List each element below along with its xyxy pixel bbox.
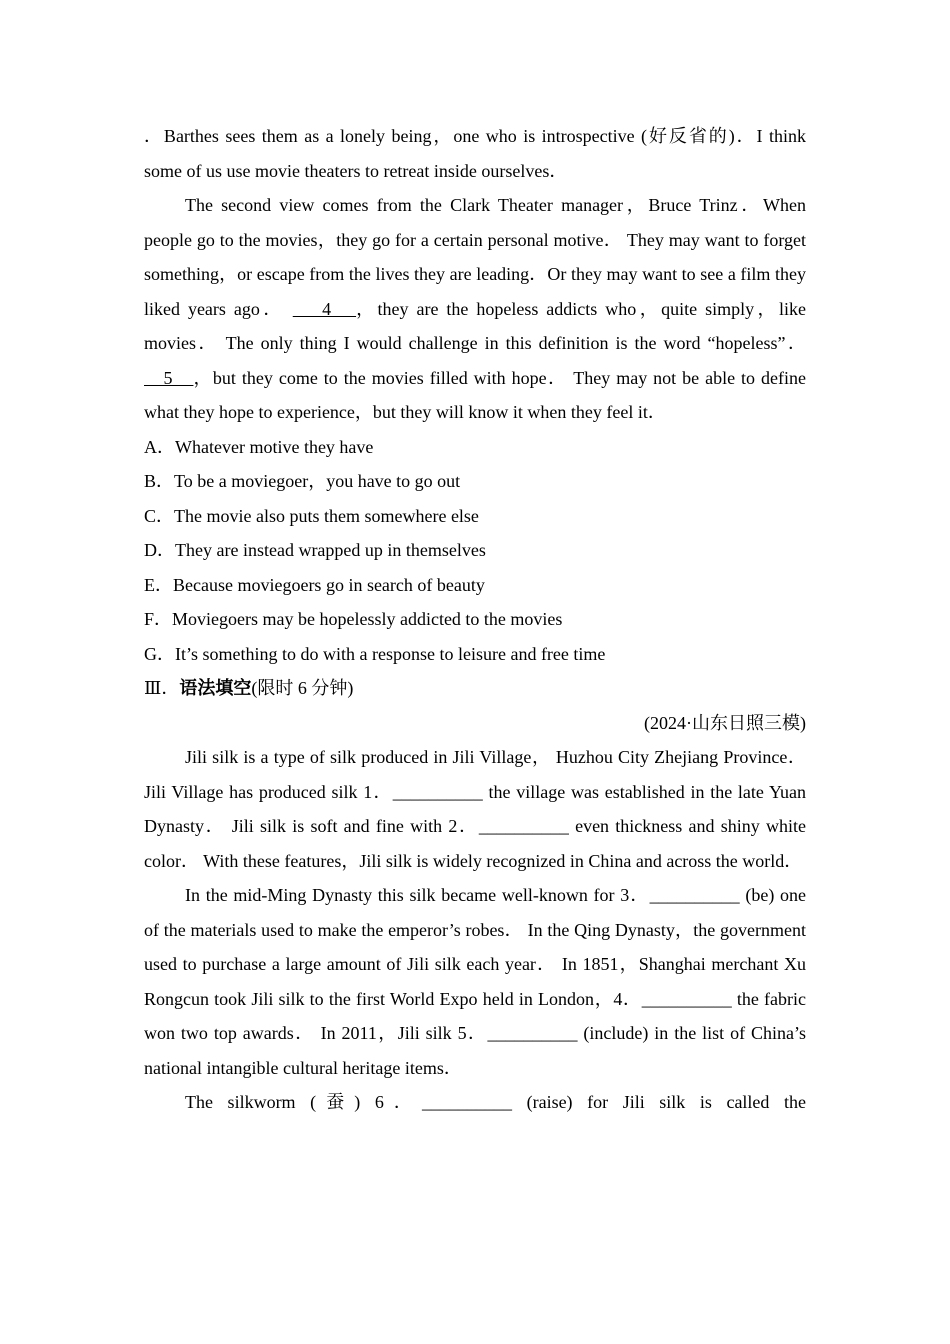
exam-source: (2024·山东日照三模): [644, 712, 806, 733]
passage1-paragraph-0: [144, 119, 806, 188]
blank-5: 5: [144, 367, 194, 388]
passage1-text: ，they are the hopeless addicts who，quite simply，like movies． The only thing I would challenge in this definition is the word “hopeless”．: [144, 298, 807, 353]
passage2-paragraph-3: The silkworm (蚕) 6．__________ (raise) for Jili silk is called the: [185, 1092, 806, 1112]
passage2-paragraph-1: Jili silk is a type of silk produced in Jili Village， Huzhou City Zhejiang Province． Jili Village has produced silk 1．__________ the village was established in the late Yuan Dynasty． Jili silk is soft and fine with 2．__________ even thickness and shiny white color． With these features，Jili silk is widely recognized in China and across the world．: [144, 747, 806, 871]
blank-4: 4: [292, 298, 357, 319]
section-title: 语法填空: [179, 678, 252, 698]
section-time-limit: (限时 6 分钟): [251, 678, 354, 698]
option-b: B．To be a moviegoer，you have to go out: [144, 471, 461, 491]
option-g: G．It’s something to do with a response to leisure and free time: [144, 643, 606, 664]
option-f: F．Moviegoers may be hopelessly addicted to the movies: [144, 609, 563, 629]
passage2-paragraph-2: In the mid-Ming Dynasty this silk became well-known for 3．__________ (be) one of the materials used to make the emperor’s robes． In the Qing Dynasty，the government used to purchase a large amount of Jili silk each year． In 1851，Shanghai merchant Xu Rongcun took Jili silk to the first World Expo held in London，4．__________ the fabric won two top awards． In 2011，Jili silk 5．__________ (include) in the list of China’s national intangible cultural heritage items．: [144, 885, 806, 1078]
passage1-text: ．Barthes sees them as a lonely being，one who is introspective (好反省的)．I think some of us use movie theaters to retreat inside ourselves．: [144, 126, 806, 181]
passage1-text: The second view comes from the Clark Theater manager，Bruce Trinz．When people go to the movies，they go for a certain personal motive． They may want to forget something，or escape from the lives they are leading．Or they may want to see a film they liked years ago．: [144, 195, 806, 319]
section-number: Ⅲ．: [144, 678, 180, 698]
option-e: E．Because moviegoers go in search of beauty: [144, 574, 485, 595]
option-d: D．They are instead wrapped up in themselves: [144, 540, 486, 560]
passage1-text: ，but they come to the movies filled with hope． They may not be able to define what they hope to experience，but they will know it when they feel it．: [144, 367, 807, 422]
passage1-paragraph-1: [144, 188, 806, 430]
option-c: C．The movie also puts them somewhere else: [144, 505, 479, 526]
option-a: A．Whatever motive they have: [144, 436, 374, 457]
document-body: [144, 119, 806, 1120]
section-heading: [144, 671, 806, 706]
